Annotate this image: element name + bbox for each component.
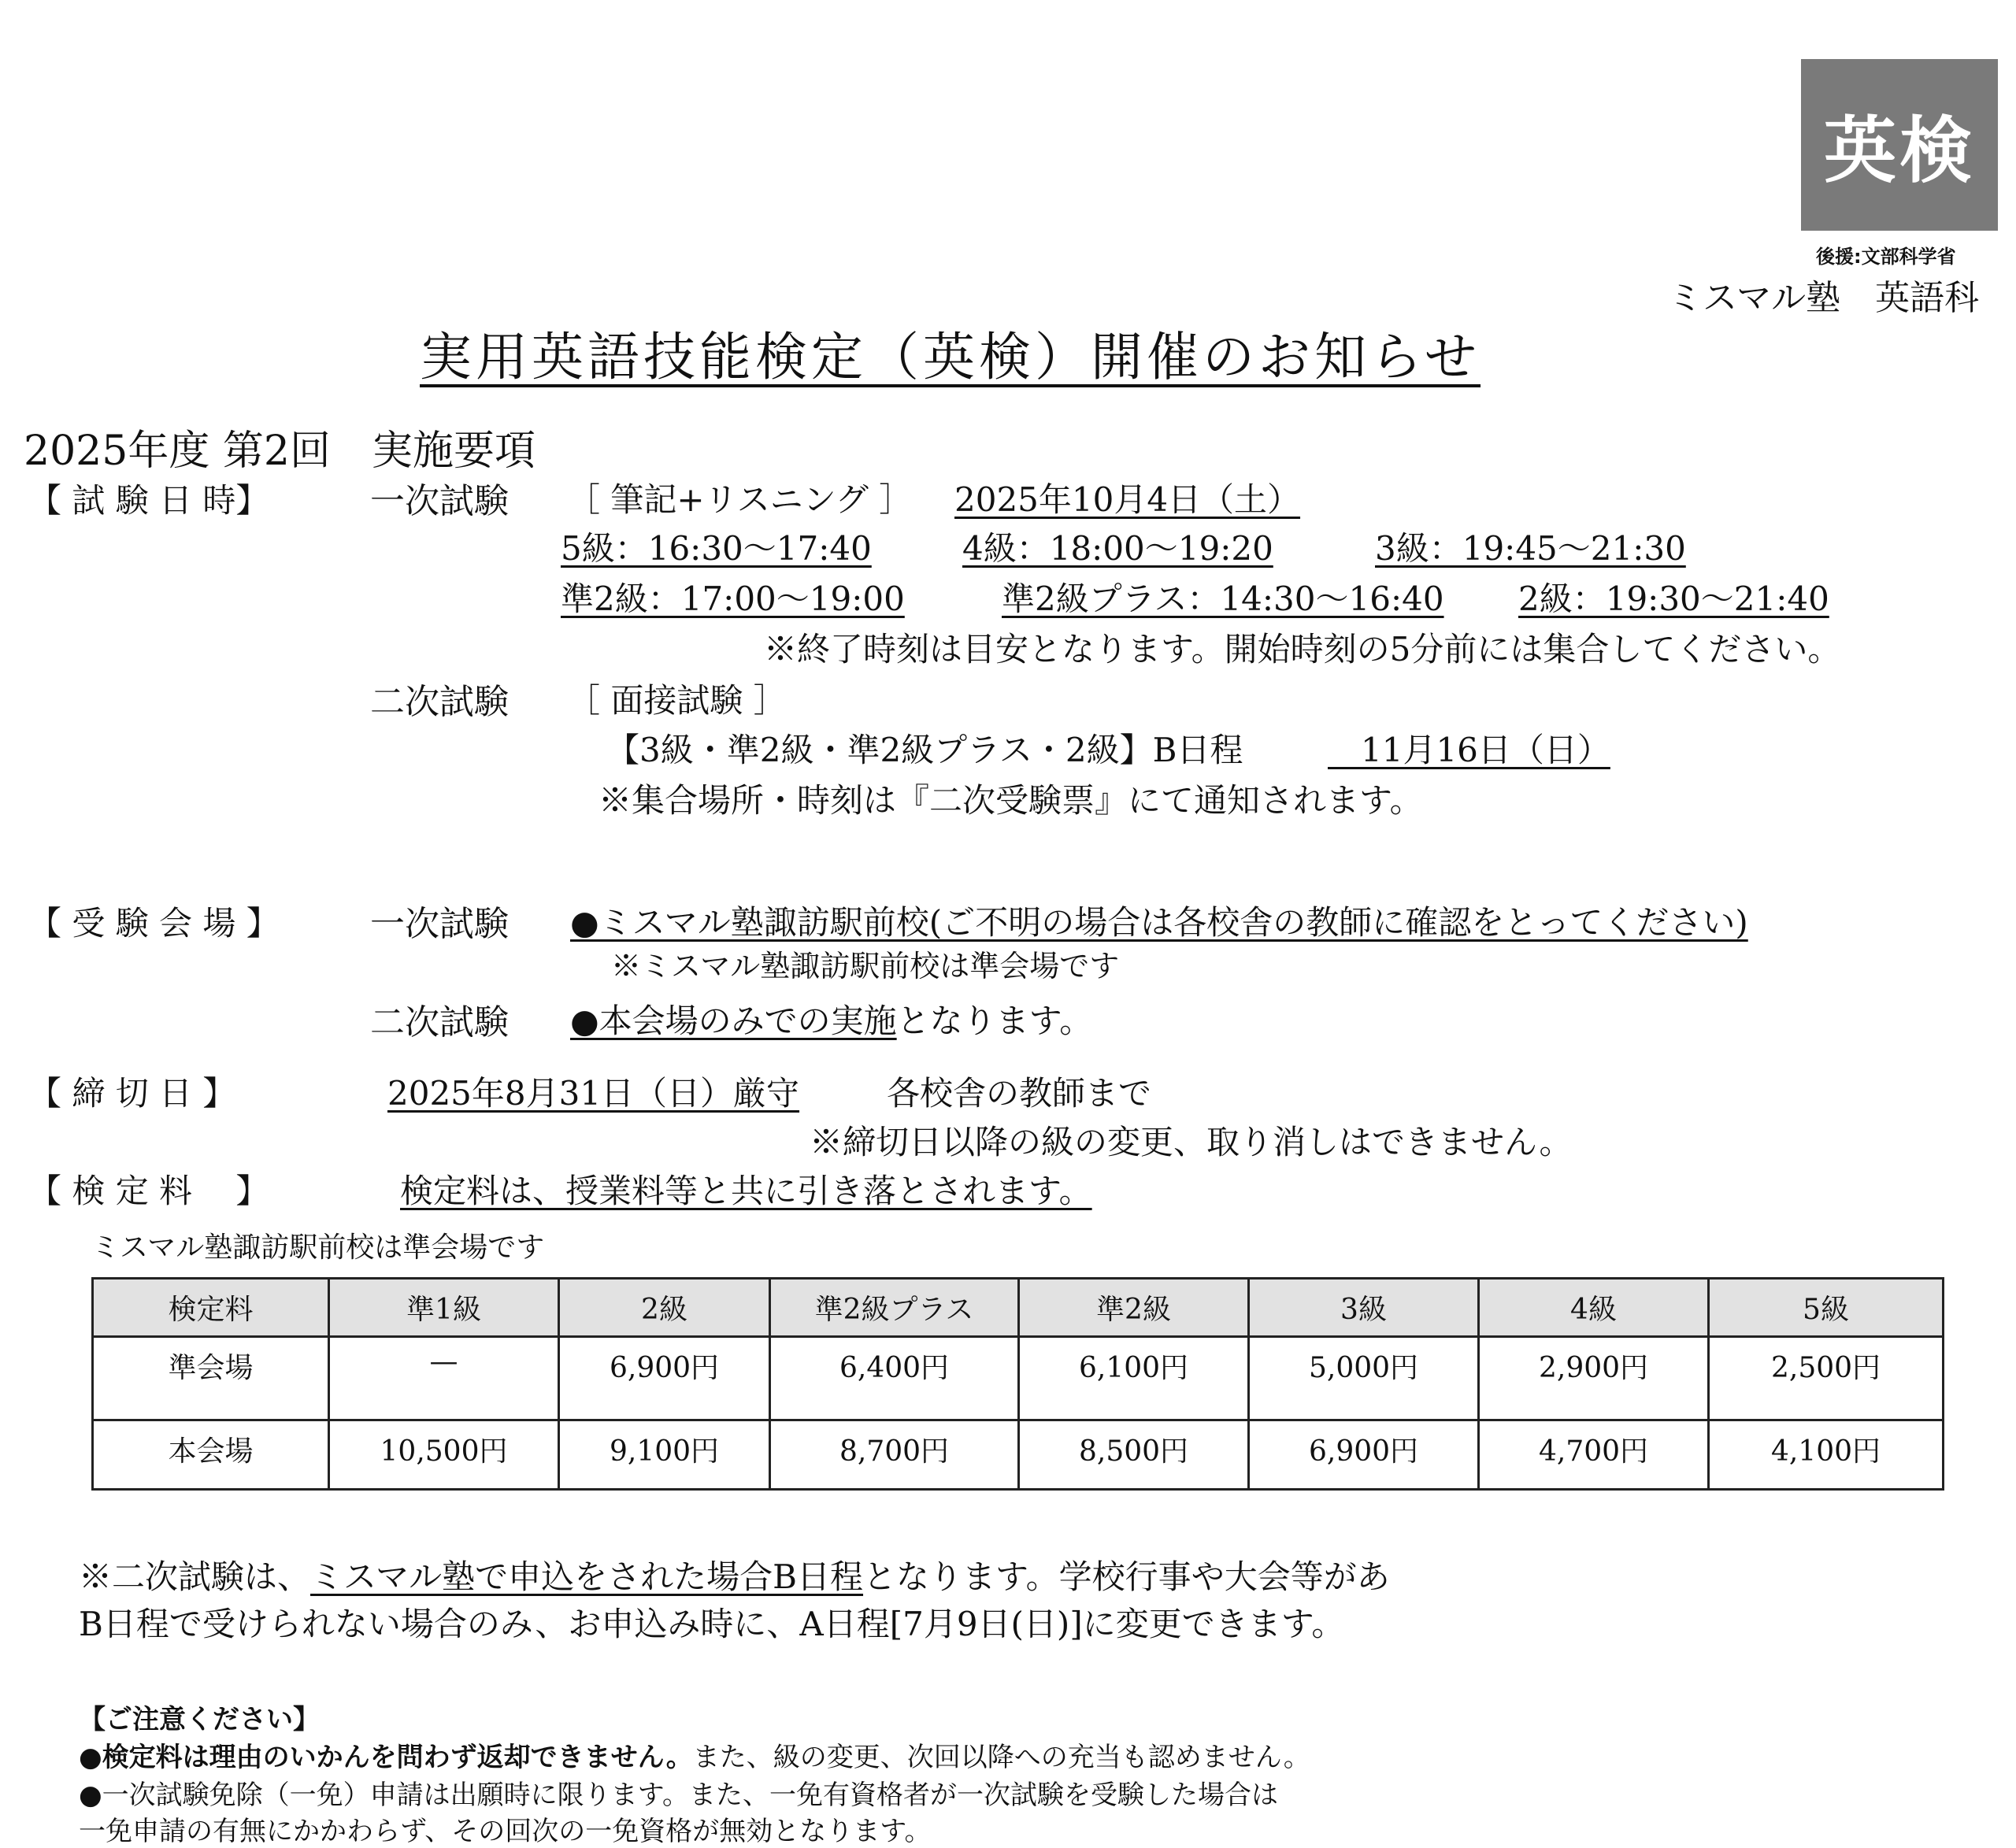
header-cell: 4級 [1479, 1279, 1709, 1337]
header-cell: 検定料 [93, 1279, 329, 1337]
fee-text: 検定料は、授業料等と共に引き落とされます。 [400, 1172, 1092, 1210]
schedule-label: 【 試 験 日 時】 [28, 481, 269, 520]
organizer-name: ミスマル塾 英語科 [1668, 278, 1980, 318]
venue-second-label: 二次試験 [370, 1002, 509, 1043]
time-grade3: 3級：19:45〜21:30 [1375, 529, 1686, 568]
table-cell: 5,000円 [1249, 1337, 1479, 1420]
caution-title: 【ご注意ください】 [79, 1704, 320, 1735]
venue-second-text [570, 995, 1092, 1043]
venue-second-text-main: ●本会場のみでの実施 [570, 1002, 897, 1040]
header-cell: 5級 [1709, 1279, 1944, 1337]
table-row [93, 1420, 1944, 1490]
table-cell: 4,700円 [1479, 1420, 1709, 1490]
second-exam-label: 二次試験 [370, 682, 509, 722]
deadline-note: ※締切日以降の級の変更、取り消しはできません。 [810, 1123, 1573, 1161]
fee-table [91, 1277, 1944, 1491]
fee-label: 【 検 定 料 】 [28, 1172, 269, 1210]
venue-second-text-rest: となります。 [896, 1002, 1093, 1040]
venue-first-note: ※ミスマル塾諏訪駅前校は準会場です [611, 949, 1120, 983]
page-subtitle: 2025年度 第2回 実施要項 [24, 428, 536, 475]
fee-table-header [93, 1279, 1944, 1337]
fee-table-caption: ミスマル塾諏訪駅前校は準会場です [91, 1231, 545, 1264]
caution-item-1-rest: また、級の変更、次回以降への充当も認めません。 [692, 1742, 1310, 1773]
deadline-label: 【 締 切 日 】 [28, 1074, 236, 1113]
second-exam-note: ※集合場所・時刻は『二次受験票』にて通知されます。 [598, 781, 1423, 820]
second-exam-schedule-note-line2: B日程で受けられない場合のみ、お申込み時に、A日程[7月9日(日)]に変更できます。 [79, 1605, 1345, 1643]
table-cell: 6,900円 [1249, 1420, 1479, 1490]
table-cell: 2,900円 [1479, 1337, 1709, 1420]
header-cell: 2級 [559, 1279, 770, 1337]
header-cell: 準1級 [329, 1279, 559, 1337]
logo-text: 英検 [1823, 109, 1975, 193]
header-cell: 準2級プラス [770, 1279, 1019, 1337]
table-cell: 8,700円 [770, 1420, 1019, 1490]
time-grade4: 4級：18:00〜19:20 [962, 529, 1273, 568]
time-pre2: 準2級：17:00〜19:00 [561, 580, 905, 618]
second-exam-type: ［ 面接試験 ］ [567, 681, 787, 720]
first-exam-date: 2025年10月4日（土） [954, 480, 1301, 519]
table-cell: 6,100円 [1019, 1337, 1249, 1420]
note-text-underlined: ミスマル塾で申込をされた場合B日程 [310, 1557, 864, 1596]
page-title: 実用英語技能検定（英検）開催のお知らせ [420, 327, 1481, 387]
first-exam-type: ［ 筆記+リスニング ］ [567, 480, 913, 519]
sponsor-text: 後援:文部科学省 [1816, 246, 1956, 268]
time-pre2plus: 準2級プラス：14:30〜16:40 [1002, 580, 1444, 618]
caution-item-2-line1: ●一次試験免除（一免）申請は出願時に限ります。また、一免有資格者が一次試験を受験した場合は [79, 1779, 1278, 1811]
table-cell: 6,400円 [770, 1337, 1019, 1420]
table-cell: 10,500円 [329, 1420, 559, 1490]
caution-item-2-line2: 一免申請の有無にかかわらず、その回次の一免資格が無効となります。 [79, 1816, 932, 1847]
header-cell: 3級 [1249, 1279, 1479, 1337]
note-text: ※二次試験は、 [79, 1557, 311, 1596]
second-exam-grades: 【3級・準2級・準2級プラス・2級】B日程 [606, 731, 1243, 769]
header-cell: 準2級 [1019, 1279, 1249, 1337]
deadline-to: 各校舎の教師まで [887, 1074, 1152, 1113]
table-cell: 8,500円 [1019, 1420, 1249, 1490]
second-exam-date: 11月16日（日） [1328, 731, 1610, 769]
time-grade2: 2級：19:30〜21:40 [1518, 580, 1829, 618]
venue-first-text: ●ミスマル塾諏訪駅前校(ご不明の場合は各校舎の教師に確認をとってください) [570, 903, 1748, 942]
table-cell: — [329, 1337, 559, 1420]
deadline-date: 2025年8月31日（日）厳守 [387, 1074, 800, 1113]
table-cell: 9,100円 [559, 1420, 770, 1490]
note-text: となります。学校行事や大会等があ [863, 1557, 1390, 1596]
time-grade5: 5級：16:30〜17:40 [561, 529, 872, 568]
table-cell: 4,100円 [1709, 1420, 1944, 1490]
table-cell: 準会場 [93, 1337, 329, 1420]
caution-item-1 [79, 1735, 1310, 1774]
first-exam-label: 一次試験 [370, 481, 509, 521]
second-exam-schedule-note-line1 [79, 1551, 1390, 1598]
venue-first-label: 一次試験 [370, 904, 509, 944]
eiken-logo [1801, 59, 1998, 231]
table-cell: 6,900円 [559, 1337, 770, 1420]
table-cell: 2,500円 [1709, 1337, 1944, 1420]
venue-label: 【 受 験 会 場 】 [28, 904, 280, 943]
table-cell: 本会場 [93, 1420, 329, 1490]
caution-item-1-bold: ●検定料は理由のいかんを問わず返却できません。 [79, 1742, 693, 1773]
time-note: ※終了時刻は目安となります。開始時刻の5分前には集合してください。 [764, 630, 1841, 668]
table-row [93, 1337, 1944, 1420]
